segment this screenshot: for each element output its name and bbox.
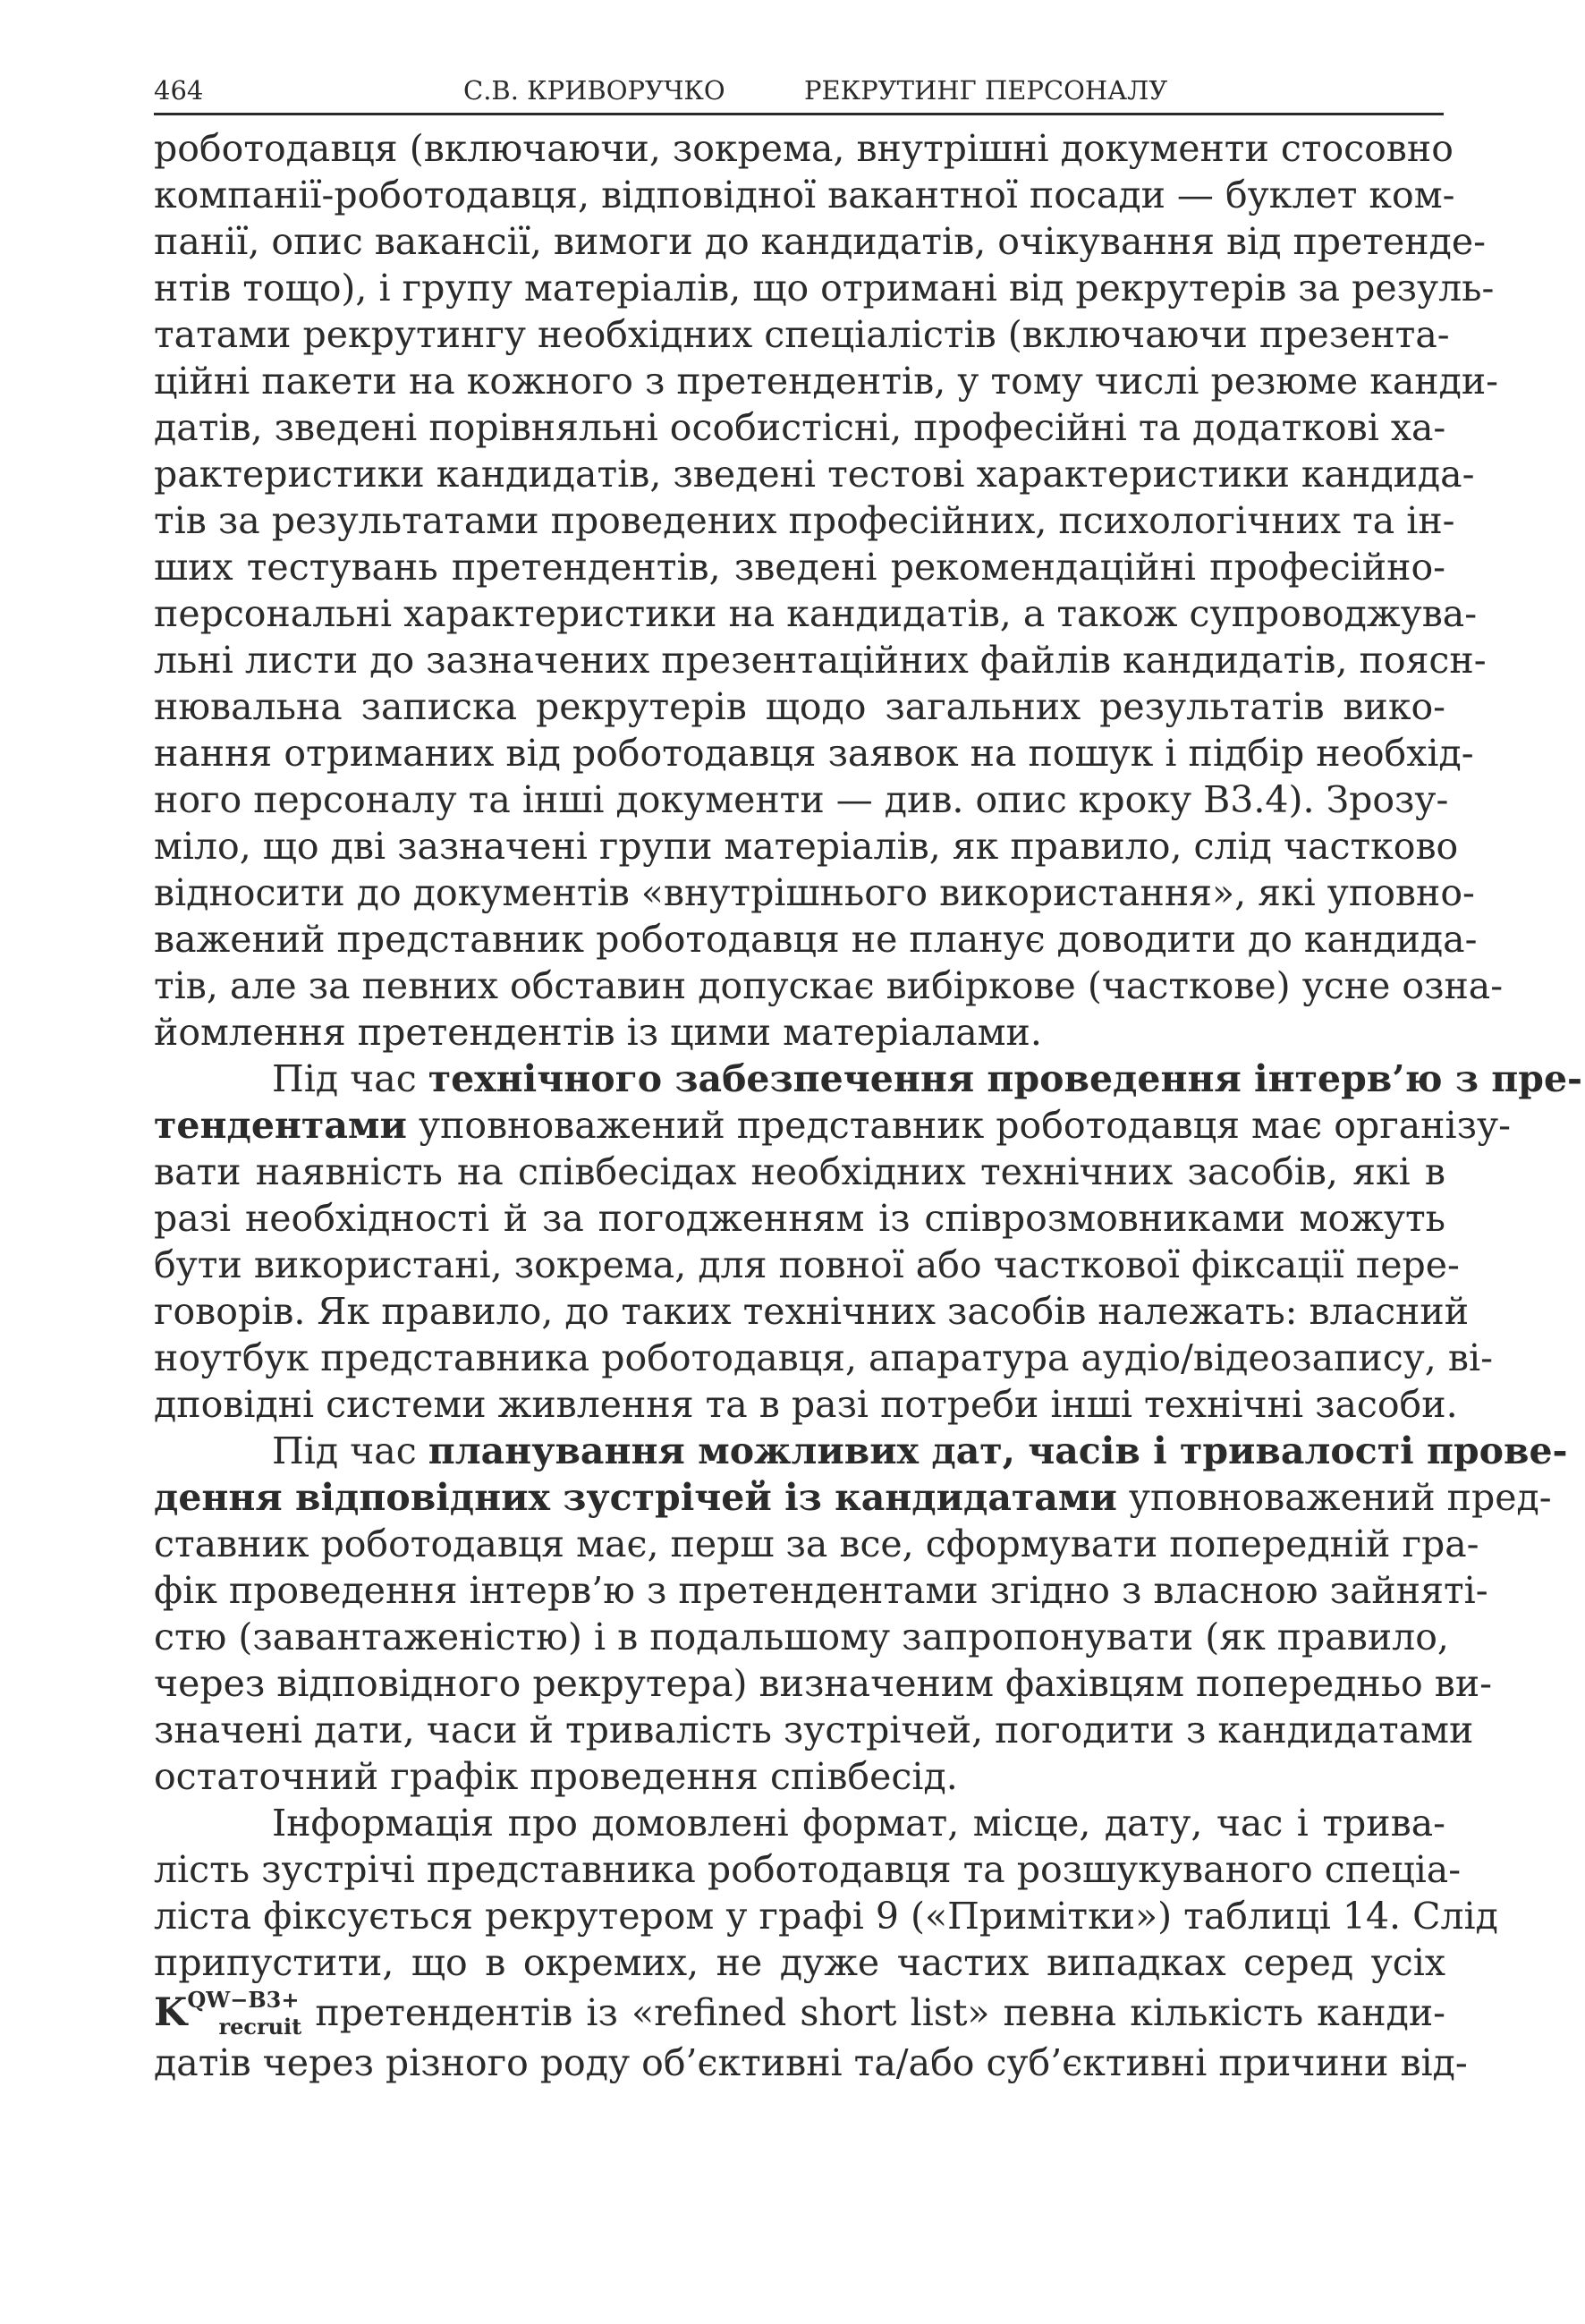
text-line: міло, що дві зазначені групи матеріалів, як правило, слід частково (154, 825, 1459, 868)
text-line: роботодавця (включаючи, зокрема, внутрішні документи стосовно (154, 127, 1454, 170)
text-line: вати наявність на співбесідах необхідних технічних засобів, які в (154, 1150, 1445, 1193)
line-rest: уповноважений пред- (1116, 1476, 1552, 1519)
text-line: рактеристики кандидатів, зведені тестові характеристики кандида- (154, 453, 1475, 496)
page-number: 464 (154, 75, 204, 106)
text-line: ставник роботодавця має, перш за все, сформувати попередній гра- (154, 1522, 1479, 1565)
text-line: датів, зведені порівняльні особистісні, професійні та додаткові ха- (154, 406, 1446, 449)
text-line: тів, але за певних обставин допускає вибіркове (часткове) усне озна- (154, 964, 1504, 1007)
text-line: тів за результатами проведених професійних, психологічних та ін- (154, 499, 1455, 542)
text-line: персональні характеристики на кандидатів, а також супроводжува- (154, 592, 1478, 635)
text-line: відносити до документів «внутрішнього використання», які уповно- (154, 871, 1475, 914)
text-line: ного персоналу та інші документи — див. опис кроку В3.4). Зрозу- (154, 778, 1449, 821)
running-header (154, 70, 1444, 115)
text-line: ліста фіксується рекрутером у графі 9 («Примітки») таблиці 14. Слід (154, 1895, 1498, 1938)
text-line: лість зустрічі представника роботодавця та розшукуваного спеціа- (154, 1848, 1462, 1891)
line-rest: уповноважений представник роботодавця має організу- (406, 1104, 1511, 1147)
text-line: говорів. Як правило, до таких технічних засобів належать: власний (154, 1290, 1470, 1333)
text-line: припустити, що в окремих, не дуже частих випадках серед усіх (154, 1941, 1445, 1984)
text-line: нтів тощо), і групу матеріалів, що отримані від рекрутерів за резуль- (154, 267, 1495, 310)
text-line: дповідні системи живлення та в разі потреби інші технічні засоби. (154, 1383, 1458, 1426)
text-line: Інформація про домовлені формат, місце, дату, час і трива- (272, 1802, 1445, 1845)
author-name: С.В. КРИВОРУЧКО (463, 75, 725, 106)
text-line: йомлення претендентів із цими матеріалами. (154, 1011, 1042, 1054)
bold-term: технічного забезпечення проведення інтерв’ю з пре- (428, 1057, 1583, 1100)
bold-term: планування можливих дат, часів і тривалості прове- (428, 1429, 1568, 1472)
text-line: ноутбук представника роботодавця, апаратура аудіо/відеозапису, ві- (154, 1336, 1493, 1379)
text-line: татами рекрутингу необхідних спеціалістів (включаючи презента- (154, 313, 1450, 356)
text-line: стю (завантаженістю) і в подальшому запропонувати (як правило, (154, 1616, 1449, 1658)
book-title: РЕКРУТИНГ ПЕРСОНАЛУ (804, 75, 1168, 106)
text-line: панії, опис вакансії, вимоги до кандидатів, очікування від претенде- (154, 220, 1486, 263)
text-line: нювальна записка рекрутерів щодо загальних результатів вико- (154, 685, 1445, 728)
bold-term: дення відповідних зустрічей із кандидатами (154, 1476, 1117, 1519)
text-line: ційні пакети на кожного з претендентів, у тому числі резюме канди- (154, 360, 1499, 403)
bold-term: тендентами (154, 1104, 407, 1147)
text-line: важений представник роботодавця не планує доводити до кандида- (154, 918, 1478, 961)
line-rest: претендентів із «refined short list» певна кількість канди- (301, 1991, 1445, 2034)
formula-subscript: recruit (218, 2014, 302, 2040)
text-line: компанії-роботодавця, відповідної вакантної посади — буклет ком- (154, 174, 1455, 216)
text-line (154, 1474, 1552, 1521)
text-line: ших тестувань претендентів, зведені рекомендаційні професійно- (154, 546, 1445, 589)
text-line: значені дати, часи й тривалість зустрічей, погодити з кандидатами (154, 1709, 1474, 1751)
text-line: льні листи до зазначених презентаційних файлів кандидатів, поясн- (154, 639, 1487, 682)
text-line: фік проведення інтерв’ю з претендентами згідно з власною зайняті- (154, 1569, 1488, 1612)
text-line: датів через різного роду об’єктивні та/або суб’єктивні причини від- (154, 2041, 1468, 2084)
text-line: бути використані, зокрема, для повної або часткової фіксації пере- (154, 1243, 1460, 1286)
formula-superscript: QW−B3+ (187, 1987, 300, 2013)
lead-in: Під час (272, 1057, 428, 1100)
formula-line (154, 1987, 1445, 2040)
text-line: разі необхідності й за погодженням із співрозмовниками можуть (154, 1197, 1445, 1240)
paragraph-lead-line (154, 1056, 1583, 1102)
lead-in: Під час (272, 1429, 428, 1472)
formula-k: K (154, 1990, 188, 2035)
text-line: нання отриманих від роботодавця заявок на пошук і підбір необхід- (154, 732, 1474, 775)
paragraph-lead-line (154, 1428, 1568, 1474)
text-line (154, 1102, 1511, 1149)
text-line: остаточний графік проведення співбесід. (154, 1755, 958, 1798)
text-line: через відповідного рекрутера) визначеним фахівцям попередньо ви- (154, 1662, 1493, 1705)
